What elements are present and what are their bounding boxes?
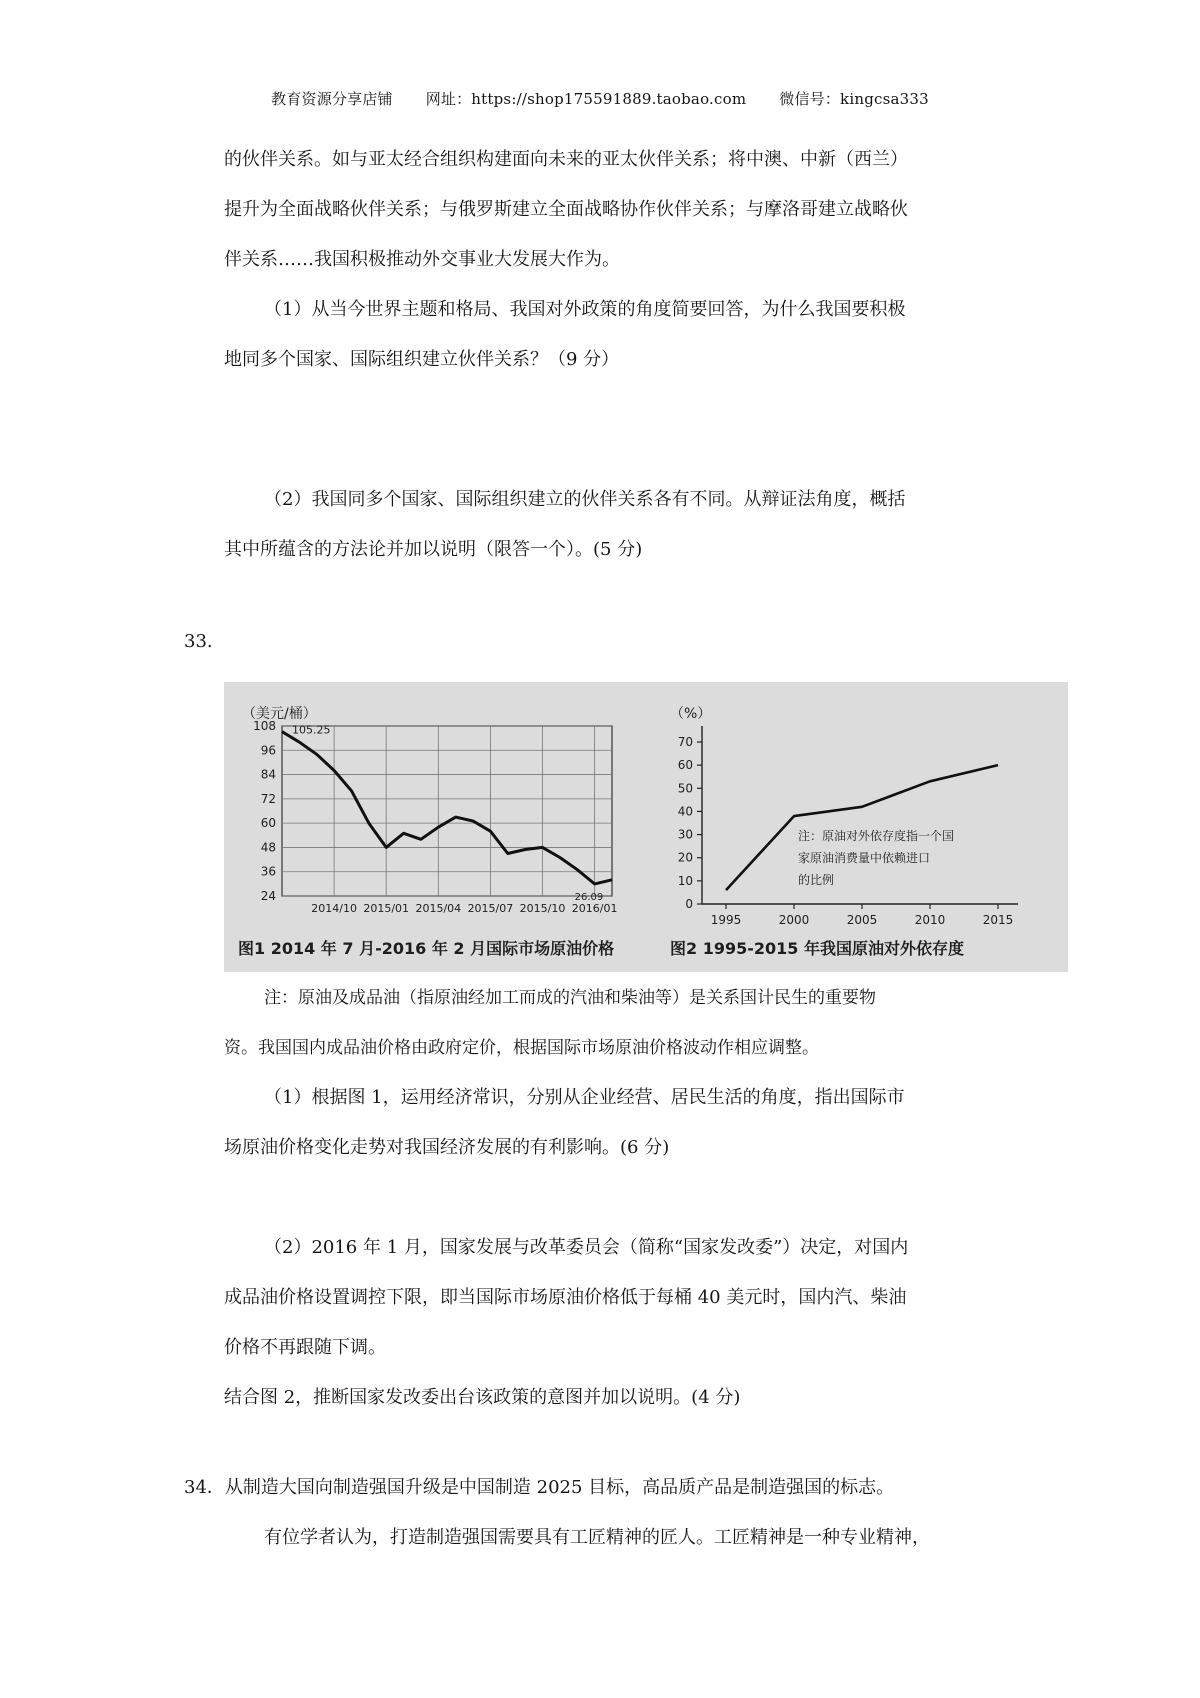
fig1-plot-frame	[282, 723, 612, 896]
fig2-ytick-label: 0	[685, 897, 693, 911]
q32-line-2: 提升为全面战略伙伴关系；与俄罗斯建立全面战略协作伙伴关系；与摩洛哥建立战略伙	[224, 199, 908, 220]
fig2-ytick-label: 20	[677, 850, 693, 865]
q33-sub2-line-1: （2）2016 年 1 月，国家发展与改革委员会（简称“国家发改委”）决定，对国内	[264, 1237, 909, 1258]
fig2-ytick-label: 60	[677, 758, 693, 773]
fig2-note-line-2: 家原油消费量中依赖进口	[798, 851, 931, 865]
fig1-ylabel: （美元/桶）	[242, 706, 317, 722]
fig2-note-line-1: 注：原油对外依存度指一个国	[798, 829, 955, 843]
fig2-ytick-label: 50	[677, 781, 693, 796]
q33-note-line-2: 资。我国国内成品油价格由政府定价，根据国际市场原油价格波动作相应调整。	[224, 1038, 819, 1058]
figure-panel	[224, 682, 1068, 972]
fig2-ytick-label: 40	[677, 804, 693, 819]
q33-sub1-line-1: （1）根据图 1，运用经济常识，分别从企业经营、居民生活的角度，指出国际市	[264, 1087, 905, 1108]
fig1-ytick-label: 72	[260, 791, 276, 806]
fig2-note-line-3: 的比例	[798, 873, 835, 887]
fig1-xtick-label: 2015/01	[363, 902, 410, 915]
shop-name: 教育资源分享店铺	[271, 90, 393, 108]
q32-line-1: 的伙伴关系。如与亚太经合组织构建面向未来的亚太伙伴关系；将中澳、中新（西兰）	[224, 149, 908, 170]
q33-sub1-line-2: 场原油价格变化走势对我国经济发展的有利影响。(6 分)	[224, 1137, 670, 1158]
fig1-series-line	[282, 732, 612, 884]
q33-number: 33.	[184, 631, 213, 652]
q33-sub2-line-3: 价格不再跟随下调。	[224, 1337, 386, 1358]
fig1-x-ticks	[311, 902, 617, 915]
fig2-xtick-label: 2000	[778, 913, 810, 927]
q33-sub2-line-2: 成品油价格设置调控下限，即当国际市场原油价格低于每桶 40 美元时，国内汽、柴油	[224, 1287, 907, 1308]
q32-sub1-line-2: 地同多个国家、国际组织建立伙伴关系？（9 分）	[224, 349, 620, 370]
fig1-grid	[282, 723, 612, 896]
fig1-annotation-low: 26.09	[574, 891, 604, 903]
fig2-axes	[702, 726, 1018, 904]
fig1-ytick-label: 24	[260, 889, 276, 903]
fig1-annotation-high: 105.25	[292, 723, 331, 737]
fig1-ytick-label: 84	[260, 767, 276, 782]
fig2-xtick-label: 1995	[710, 913, 742, 927]
fig2-ylabel: （%）	[670, 706, 712, 722]
fig2-ytick-label: 10	[677, 873, 693, 888]
fig2-y-ticks	[678, 735, 702, 911]
fig2-x-ticks	[711, 904, 1014, 927]
q34-line-1: 34．从制造大国向制造强国升级是中国制造 2025 目标，高品质产品是制造强国的标志。	[184, 1477, 895, 1498]
fig1-ytick-label: 96	[260, 743, 276, 758]
figures-svg	[224, 682, 1068, 972]
fig2-title: 图2 1995-2015 年我国原油对外依存度	[670, 939, 964, 958]
q33-note-line-1: 注：原油及成品油（指原油经加工而成的汽油和柴油等）是关系国计民生的重要物	[264, 988, 876, 1008]
fig2-ytick-label: 30	[677, 827, 693, 842]
q34-line-2: 有位学者认为，打造制造强国需要具有工匠精神的匠人。工匠精神是一种专业精神，	[264, 1527, 930, 1548]
fig1-xtick-label: 2015/07	[467, 902, 514, 915]
fig1-xtick-label: 2014/10	[311, 902, 357, 915]
fig2-series-line	[726, 765, 998, 890]
fig1-xtick-label: 2015/10	[519, 902, 566, 915]
q32-sub2-line-1: （2）我国同多个国家、国际组织建立的伙伴关系各有不同。从辩证法角度，概括	[264, 489, 906, 510]
wechat-id: 微信号：kingcsa333	[779, 90, 929, 108]
fig1-ytick-label: 108	[253, 719, 276, 733]
fig1-ytick-label: 60	[260, 816, 276, 831]
fig2-xtick-label: 2005	[846, 913, 878, 927]
fig2-xtick-label: 2010	[914, 913, 946, 927]
shop-url: 网址：https://shop175591889.taobao.com	[425, 90, 747, 108]
q33-sub2-line-4: 结合图 2，推断国家发改委出台该政策的意图并加以说明。(4 分)	[224, 1387, 741, 1408]
fig2-ytick-label: 70	[677, 735, 693, 749]
fig1-xtick-label: 2015/04	[415, 902, 462, 915]
fig2-xtick-label: 2015	[982, 913, 1014, 927]
fig1-ytick-label: 48	[260, 840, 276, 855]
q32-sub2-line-2: 其中所蕴含的方法论并加以说明（限答一个）。(5 分)	[224, 539, 643, 560]
q32-sub1-line-1: （1）从当今世界主题和格局、我国对外政策的角度简要回答，为什么我国要积极	[264, 299, 906, 320]
fig1-y-ticks	[253, 719, 276, 903]
fig1-title: 图1 2014 年 7 月-2016 年 2 月国际市场原油价格	[238, 939, 615, 958]
page-header	[0, 88, 1200, 109]
fig1-xtick-label: 2016/01	[571, 902, 618, 915]
q32-line-3: 伴关系……我国积极推动外交事业大发展大作为。	[224, 249, 620, 270]
fig1-ytick-label: 36	[260, 864, 276, 879]
